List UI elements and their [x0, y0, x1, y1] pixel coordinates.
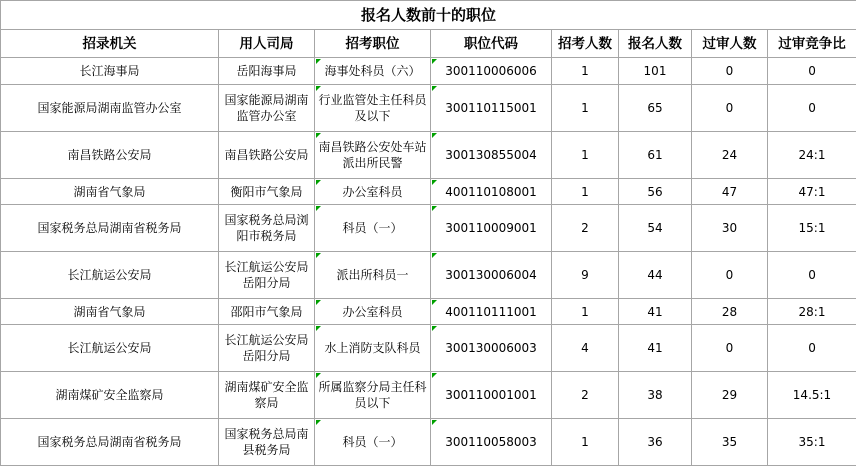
cell-passed: 35 — [692, 419, 768, 466]
cell-ratio: 0 — [768, 325, 856, 372]
cell-ratio: 47:1 — [768, 179, 856, 205]
cell-passed: 0 — [692, 58, 768, 85]
cell-agency: 湖南省气象局 — [1, 179, 219, 205]
table-row — [1, 58, 856, 85]
table-row — [1, 252, 856, 299]
cell-applicants: 65 — [619, 85, 692, 132]
cell-agency: 长江航运公安局 — [1, 325, 219, 372]
cell-applicants: 56 — [619, 179, 692, 205]
cell-code: 300130855004 — [431, 132, 552, 179]
cell-code: 300110115001 — [431, 85, 552, 132]
cell-ratio: 35:1 — [768, 419, 856, 466]
header-recruit: 招考人数 — [552, 30, 619, 58]
cell-recruit: 2 — [552, 372, 619, 419]
cell-recruit: 9 — [552, 252, 619, 299]
cell-recruit: 1 — [552, 179, 619, 205]
cell-code: 300130006003 — [431, 325, 552, 372]
cell-position: 办公室科员 — [315, 299, 431, 325]
cell-recruit: 1 — [552, 85, 619, 132]
table-row — [1, 372, 856, 419]
header-code: 职位代码 — [431, 30, 552, 58]
header-applicants: 报名人数 — [619, 30, 692, 58]
table-row — [1, 299, 856, 325]
cell-agency: 湖南煤矿安全监察局 — [1, 372, 219, 419]
cell-position: 南昌铁路公安处车站派出所民警 — [315, 132, 431, 179]
header-bureau: 用人司局 — [219, 30, 315, 58]
cell-bureau: 南昌铁路公安局 — [219, 132, 315, 179]
cell-bureau: 岳阳海事局 — [219, 58, 315, 85]
cell-recruit: 1 — [552, 58, 619, 85]
cell-bureau: 湖南煤矿安全监察局 — [219, 372, 315, 419]
cell-applicants: 44 — [619, 252, 692, 299]
table-row — [1, 205, 856, 252]
cell-bureau: 国家税务总局浏阳市税务局 — [219, 205, 315, 252]
cell-passed: 0 — [692, 85, 768, 132]
cell-ratio: 0 — [768, 85, 856, 132]
cell-position: 所属监察分局主任科员以下 — [315, 372, 431, 419]
cell-applicants: 41 — [619, 299, 692, 325]
cell-bureau: 长江航运公安局岳阳分局 — [219, 325, 315, 372]
cell-recruit: 2 — [552, 205, 619, 252]
cell-agency: 国家税务总局湖南省税务局 — [1, 419, 219, 466]
cell-ratio: 24:1 — [768, 132, 856, 179]
header-row — [1, 30, 856, 58]
cell-code: 300110058003 — [431, 419, 552, 466]
table-row — [1, 85, 856, 132]
cell-applicants: 38 — [619, 372, 692, 419]
cell-position: 科员（一） — [315, 419, 431, 466]
cell-agency: 长江海事局 — [1, 58, 219, 85]
cell-code: 300110009001 — [431, 205, 552, 252]
cell-passed: 24 — [692, 132, 768, 179]
table-row — [1, 325, 856, 372]
cell-bureau: 国家能源局湖南监管办公室 — [219, 85, 315, 132]
cell-passed: 30 — [692, 205, 768, 252]
table-row — [1, 132, 856, 179]
cell-code: 400110108001 — [431, 179, 552, 205]
cell-agency: 长江航运公安局 — [1, 252, 219, 299]
cell-code: 300110006006 — [431, 58, 552, 85]
cell-passed: 0 — [692, 252, 768, 299]
cell-applicants: 54 — [619, 205, 692, 252]
cell-bureau: 国家税务总局南县税务局 — [219, 419, 315, 466]
cell-code: 300130006004 — [431, 252, 552, 299]
header-agency: 招录机关 — [1, 30, 219, 58]
cell-recruit: 1 — [552, 299, 619, 325]
cell-ratio: 0 — [768, 58, 856, 85]
cell-passed: 29 — [692, 372, 768, 419]
header-passed: 过审人数 — [692, 30, 768, 58]
cell-position: 水上消防支队科员 — [315, 325, 431, 372]
cell-code: 300110001001 — [431, 372, 552, 419]
cell-code: 400110111001 — [431, 299, 552, 325]
cell-recruit: 1 — [552, 132, 619, 179]
cell-agency: 湖南省气象局 — [1, 299, 219, 325]
cell-agency: 国家税务总局湖南省税务局 — [1, 205, 219, 252]
cell-position: 海事处科员（六） — [315, 58, 431, 85]
cell-ratio: 15:1 — [768, 205, 856, 252]
cell-ratio: 0 — [768, 252, 856, 299]
cell-bureau: 邵阳市气象局 — [219, 299, 315, 325]
cell-position: 科员（一） — [315, 205, 431, 252]
cell-recruit: 4 — [552, 325, 619, 372]
table-row — [1, 179, 856, 205]
cell-position: 行业监管处主任科员及以下 — [315, 85, 431, 132]
cell-agency: 南昌铁路公安局 — [1, 132, 219, 179]
cell-ratio: 14.5:1 — [768, 372, 856, 419]
table-row — [1, 419, 856, 466]
cell-applicants: 41 — [619, 325, 692, 372]
cell-recruit: 1 — [552, 419, 619, 466]
header-position: 招考职位 — [315, 30, 431, 58]
cell-bureau: 衡阳市气象局 — [219, 179, 315, 205]
cell-agency: 国家能源局湖南监管办公室 — [1, 85, 219, 132]
cell-ratio: 28:1 — [768, 299, 856, 325]
cell-passed: 47 — [692, 179, 768, 205]
cell-applicants: 101 — [619, 58, 692, 85]
cell-passed: 28 — [692, 299, 768, 325]
cell-applicants: 61 — [619, 132, 692, 179]
table-title: 报名人数前十的职位 — [1, 1, 856, 30]
cell-passed: 0 — [692, 325, 768, 372]
cell-position: 派出所科员一 — [315, 252, 431, 299]
cell-position: 办公室科员 — [315, 179, 431, 205]
cell-bureau: 长江航运公安局岳阳分局 — [219, 252, 315, 299]
cell-applicants: 36 — [619, 419, 692, 466]
header-ratio: 过审竞争比 — [768, 30, 856, 58]
